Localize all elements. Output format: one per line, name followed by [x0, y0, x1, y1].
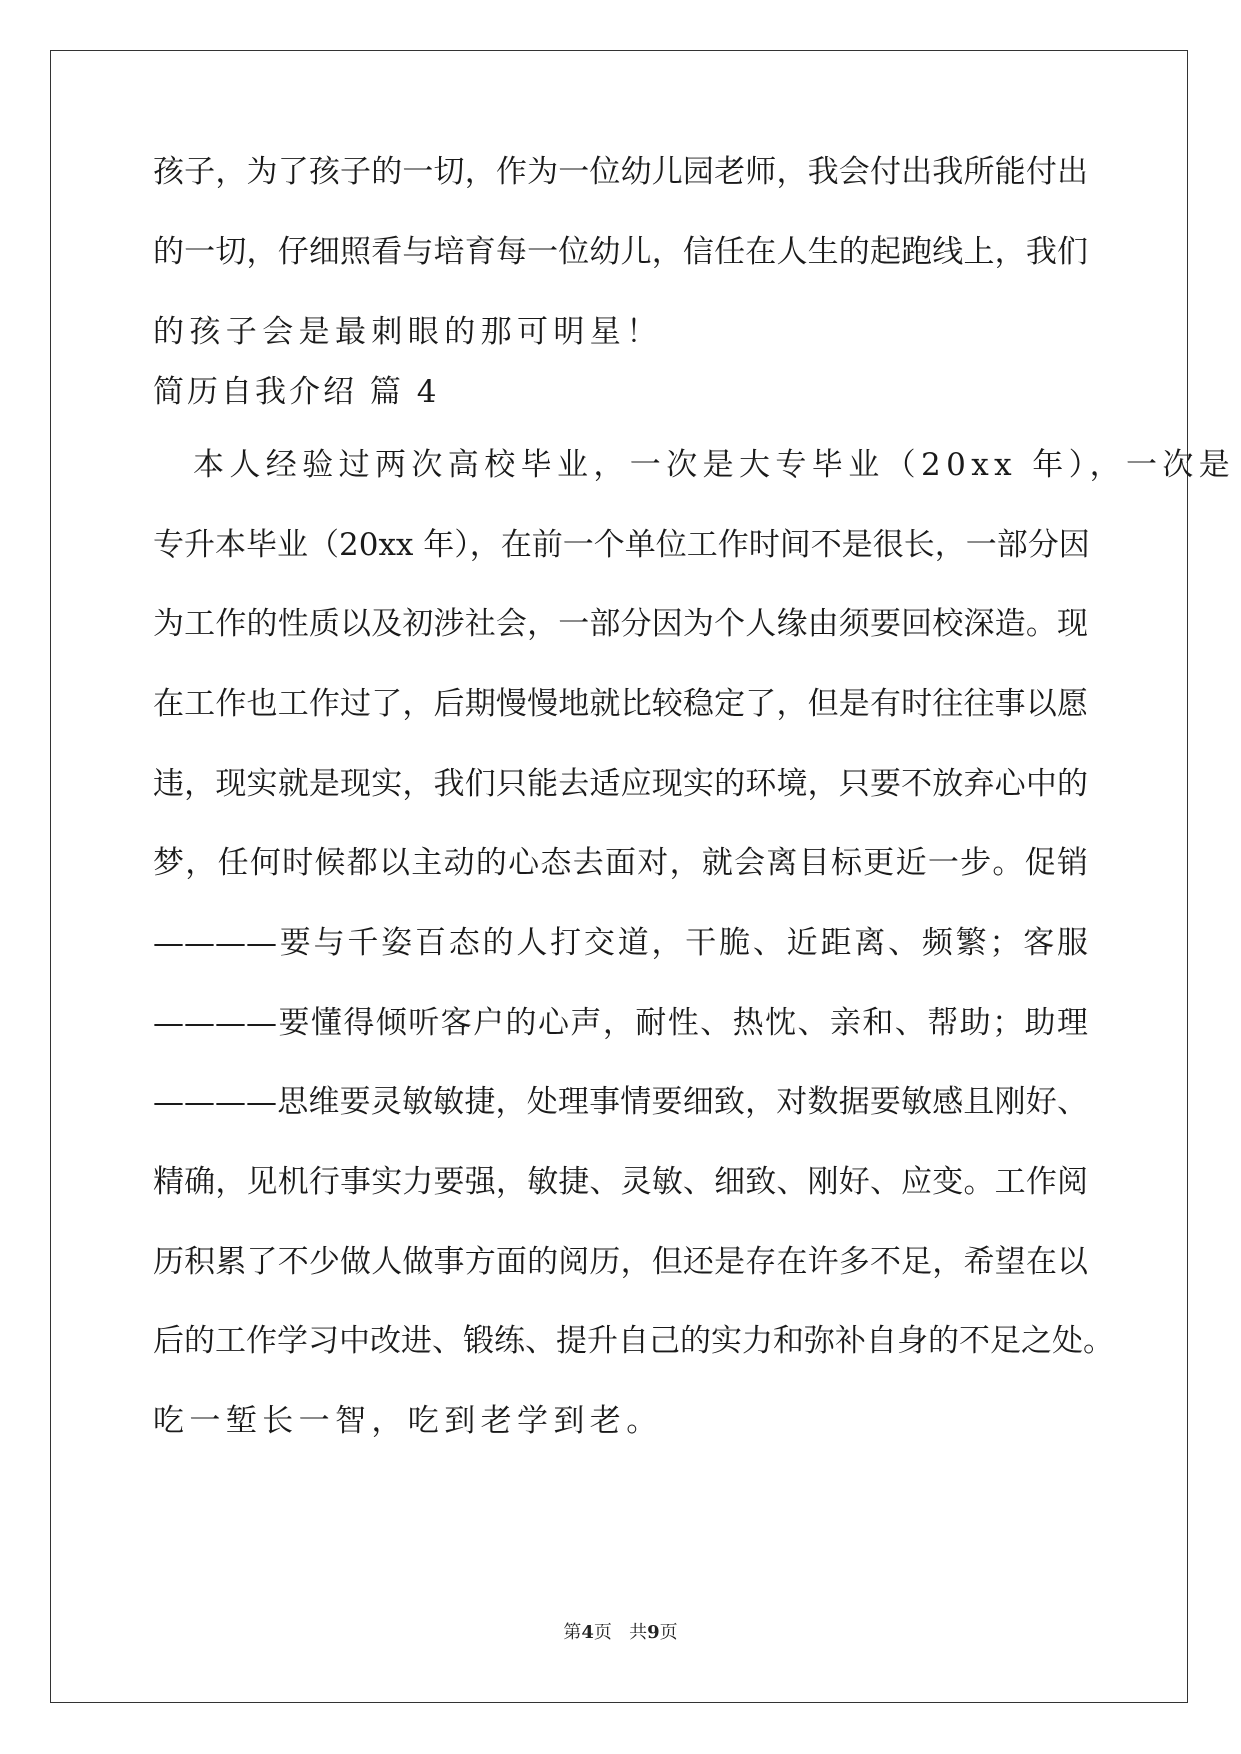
text-line: 本人经验过两次高校毕业，一次是大专毕业（20xx 年），一次是: [193, 447, 1236, 483]
page-prefix: 第: [563, 1622, 582, 1643]
text-line: 梦，任何时候都以主动的心态去面对，就会离目标更近一步。促销: [153, 845, 1088, 881]
text-line: 为工作的性质以及初涉社会，一部分因为个人缘由须要回校深造。现: [153, 606, 1088, 642]
page-number-footer: [0, 1621, 1241, 1645]
text-line: 孩子，为了孩子的一切，作为一位幼儿园老师，我会付出我所能付出: [153, 154, 1088, 190]
text-line: ————思维要灵敏敏捷，处理事情要细致，对数据要敏感且刚好、: [153, 1084, 1088, 1120]
text-line: 精确，见机行事实力要强，敏捷、灵敏、细致、刚好、应变。工作阅: [153, 1164, 1088, 1200]
section-heading: 简历自我介绍 篇 4: [153, 374, 440, 410]
text-line: 专升本毕业（20xx 年），在前一个单位工作时间不是很长，一部分因: [153, 527, 1090, 563]
total-suffix: 页: [659, 1622, 678, 1643]
text-line: ————要与千姿百态的人打交道，干脆、近距离、频繁；客服: [153, 925, 1088, 961]
page-current: 4: [581, 1622, 594, 1643]
text-line: 吃一堑长一智，吃到老学到老。: [153, 1403, 663, 1439]
text-line: 的孩子会是最刺眼的那可明星！: [153, 314, 663, 350]
text-line: 后的工作学习中改进、锻练、提升自己的实力和弥补自身的不足之处。: [153, 1323, 1114, 1359]
total-prefix: 共: [629, 1622, 648, 1643]
text-line: ————要懂得倾听客户的心声，耐性、热忱、亲和、帮助；助理: [153, 1005, 1088, 1041]
page-suffix: 页: [593, 1622, 612, 1643]
text-line: 历积累了不少做人做事方面的阅历，但还是存在许多不足，希望在以: [153, 1244, 1088, 1280]
text-line: 的一切，仔细照看与培育每一位幼儿，信任在人生的起跑线上，我们: [153, 234, 1088, 270]
text-line: 违，现实就是现实，我们只能去适应现实的环境，只要不放弃心中的: [153, 766, 1088, 802]
page-total: 9: [647, 1622, 660, 1643]
text-line: 在工作也工作过了，后期慢慢地就比较稳定了，但是有时往往事以愿: [153, 686, 1088, 722]
